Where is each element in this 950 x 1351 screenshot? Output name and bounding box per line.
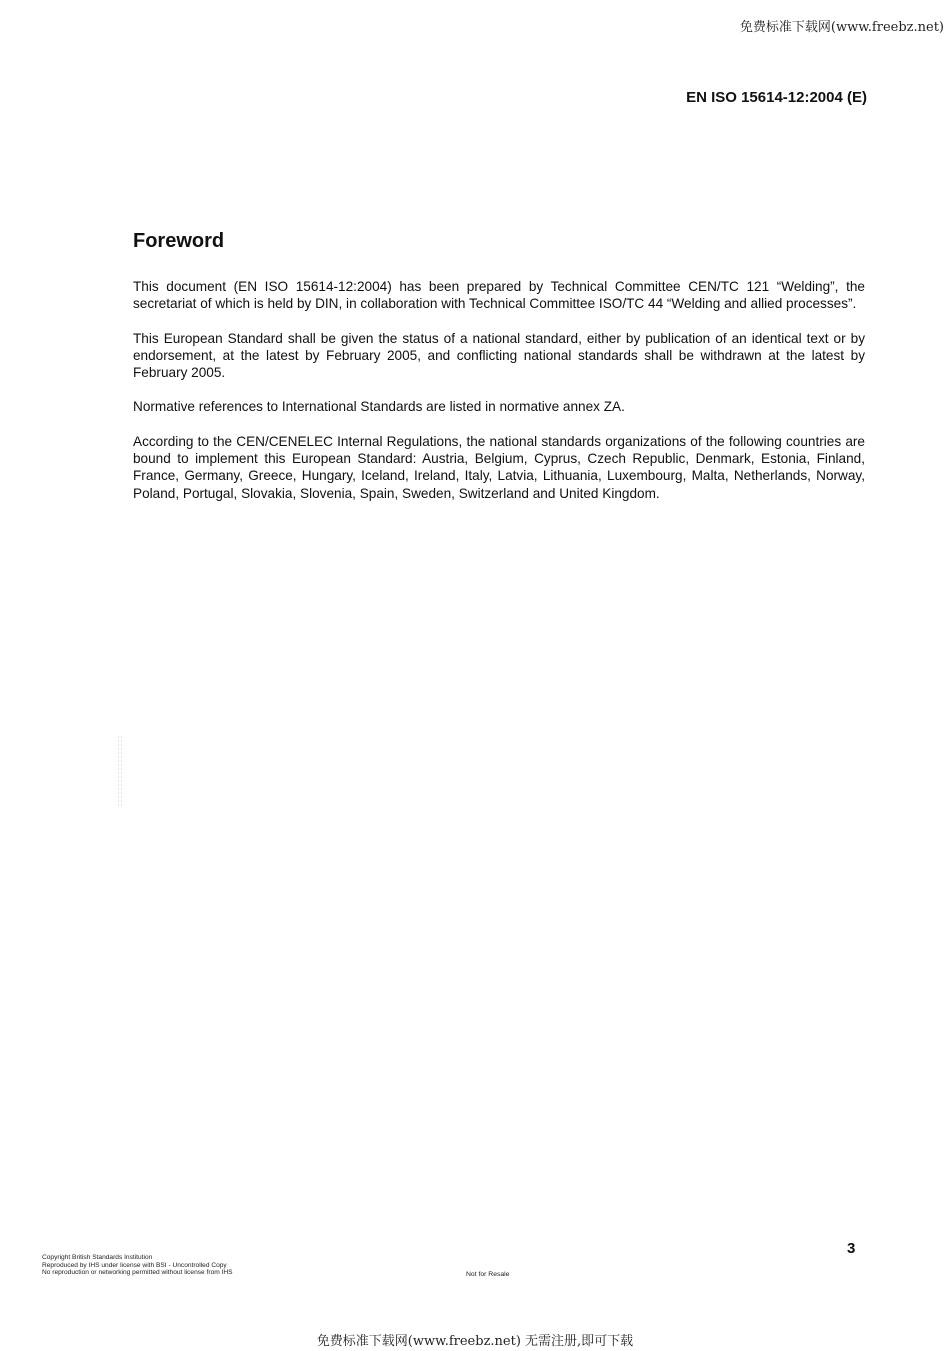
not-for-resale-label: Not for Resale <box>466 1271 510 1278</box>
foreword-paragraph-4: According to the CEN/CENELEC Internal Regulations, the national standards organizations of the following countries are bound to implement this European Standard: Austria, Belgium, Cyprus, Czech Republic, Denmark, Estonia, Finland, France, Germany, Greece, Hungary, Iceland, Ireland, Italy, Latvia, Lithuania, Luxembourg, Malta, Netherlands, Norway, Poland, Portugal, Slovakia, Slovenia, Spain, Sweden, Switzerland and United Kingdom. <box>133 433 865 501</box>
watermark-top: 免费标准下载网(www.freebz.net) <box>739 20 944 35</box>
copyright-line: Reproduced by IHS under license with BSI - Uncontrolled Copy <box>42 1261 227 1269</box>
page-number: 3 <box>847 1240 856 1257</box>
foreword-paragraph-1: This document (EN ISO 15614-12:2004) has been prepared by Technical Committee CEN/TC 121 “Welding”, the secretariat of which is held by DIN, in collaboration with Technical Committee ISO/TC 44 “Welding and allied processes”. <box>133 279 865 312</box>
copyright-line: No reproduction or networking permitted without license from IHS <box>42 1269 233 1277</box>
foreword-heading: Foreword <box>133 230 225 252</box>
foreword-body <box>133 278 865 519</box>
copyright-line: Copyright British Standards Institution <box>42 1254 153 1261</box>
copyright-notice <box>42 1254 233 1277</box>
watermark-bottom: 免费标准下载网(www.freebz.net) 无需注册,即可下载 <box>316 1334 634 1349</box>
foreword-paragraph-3: Normative references to International Standards are listed in normative annex ZA. <box>133 399 625 415</box>
foreword-paragraph-2: This European Standard shall be given the status of a national standard, either by publication of an identical text or by endorsement, at the latest by February 2005, and conflicting national standards shall be withdrawn at the latest by February 2005. <box>133 330 865 381</box>
document-number: EN ISO 15614-12:2004 (E) <box>686 89 867 106</box>
scan-artifact <box>117 735 123 807</box>
